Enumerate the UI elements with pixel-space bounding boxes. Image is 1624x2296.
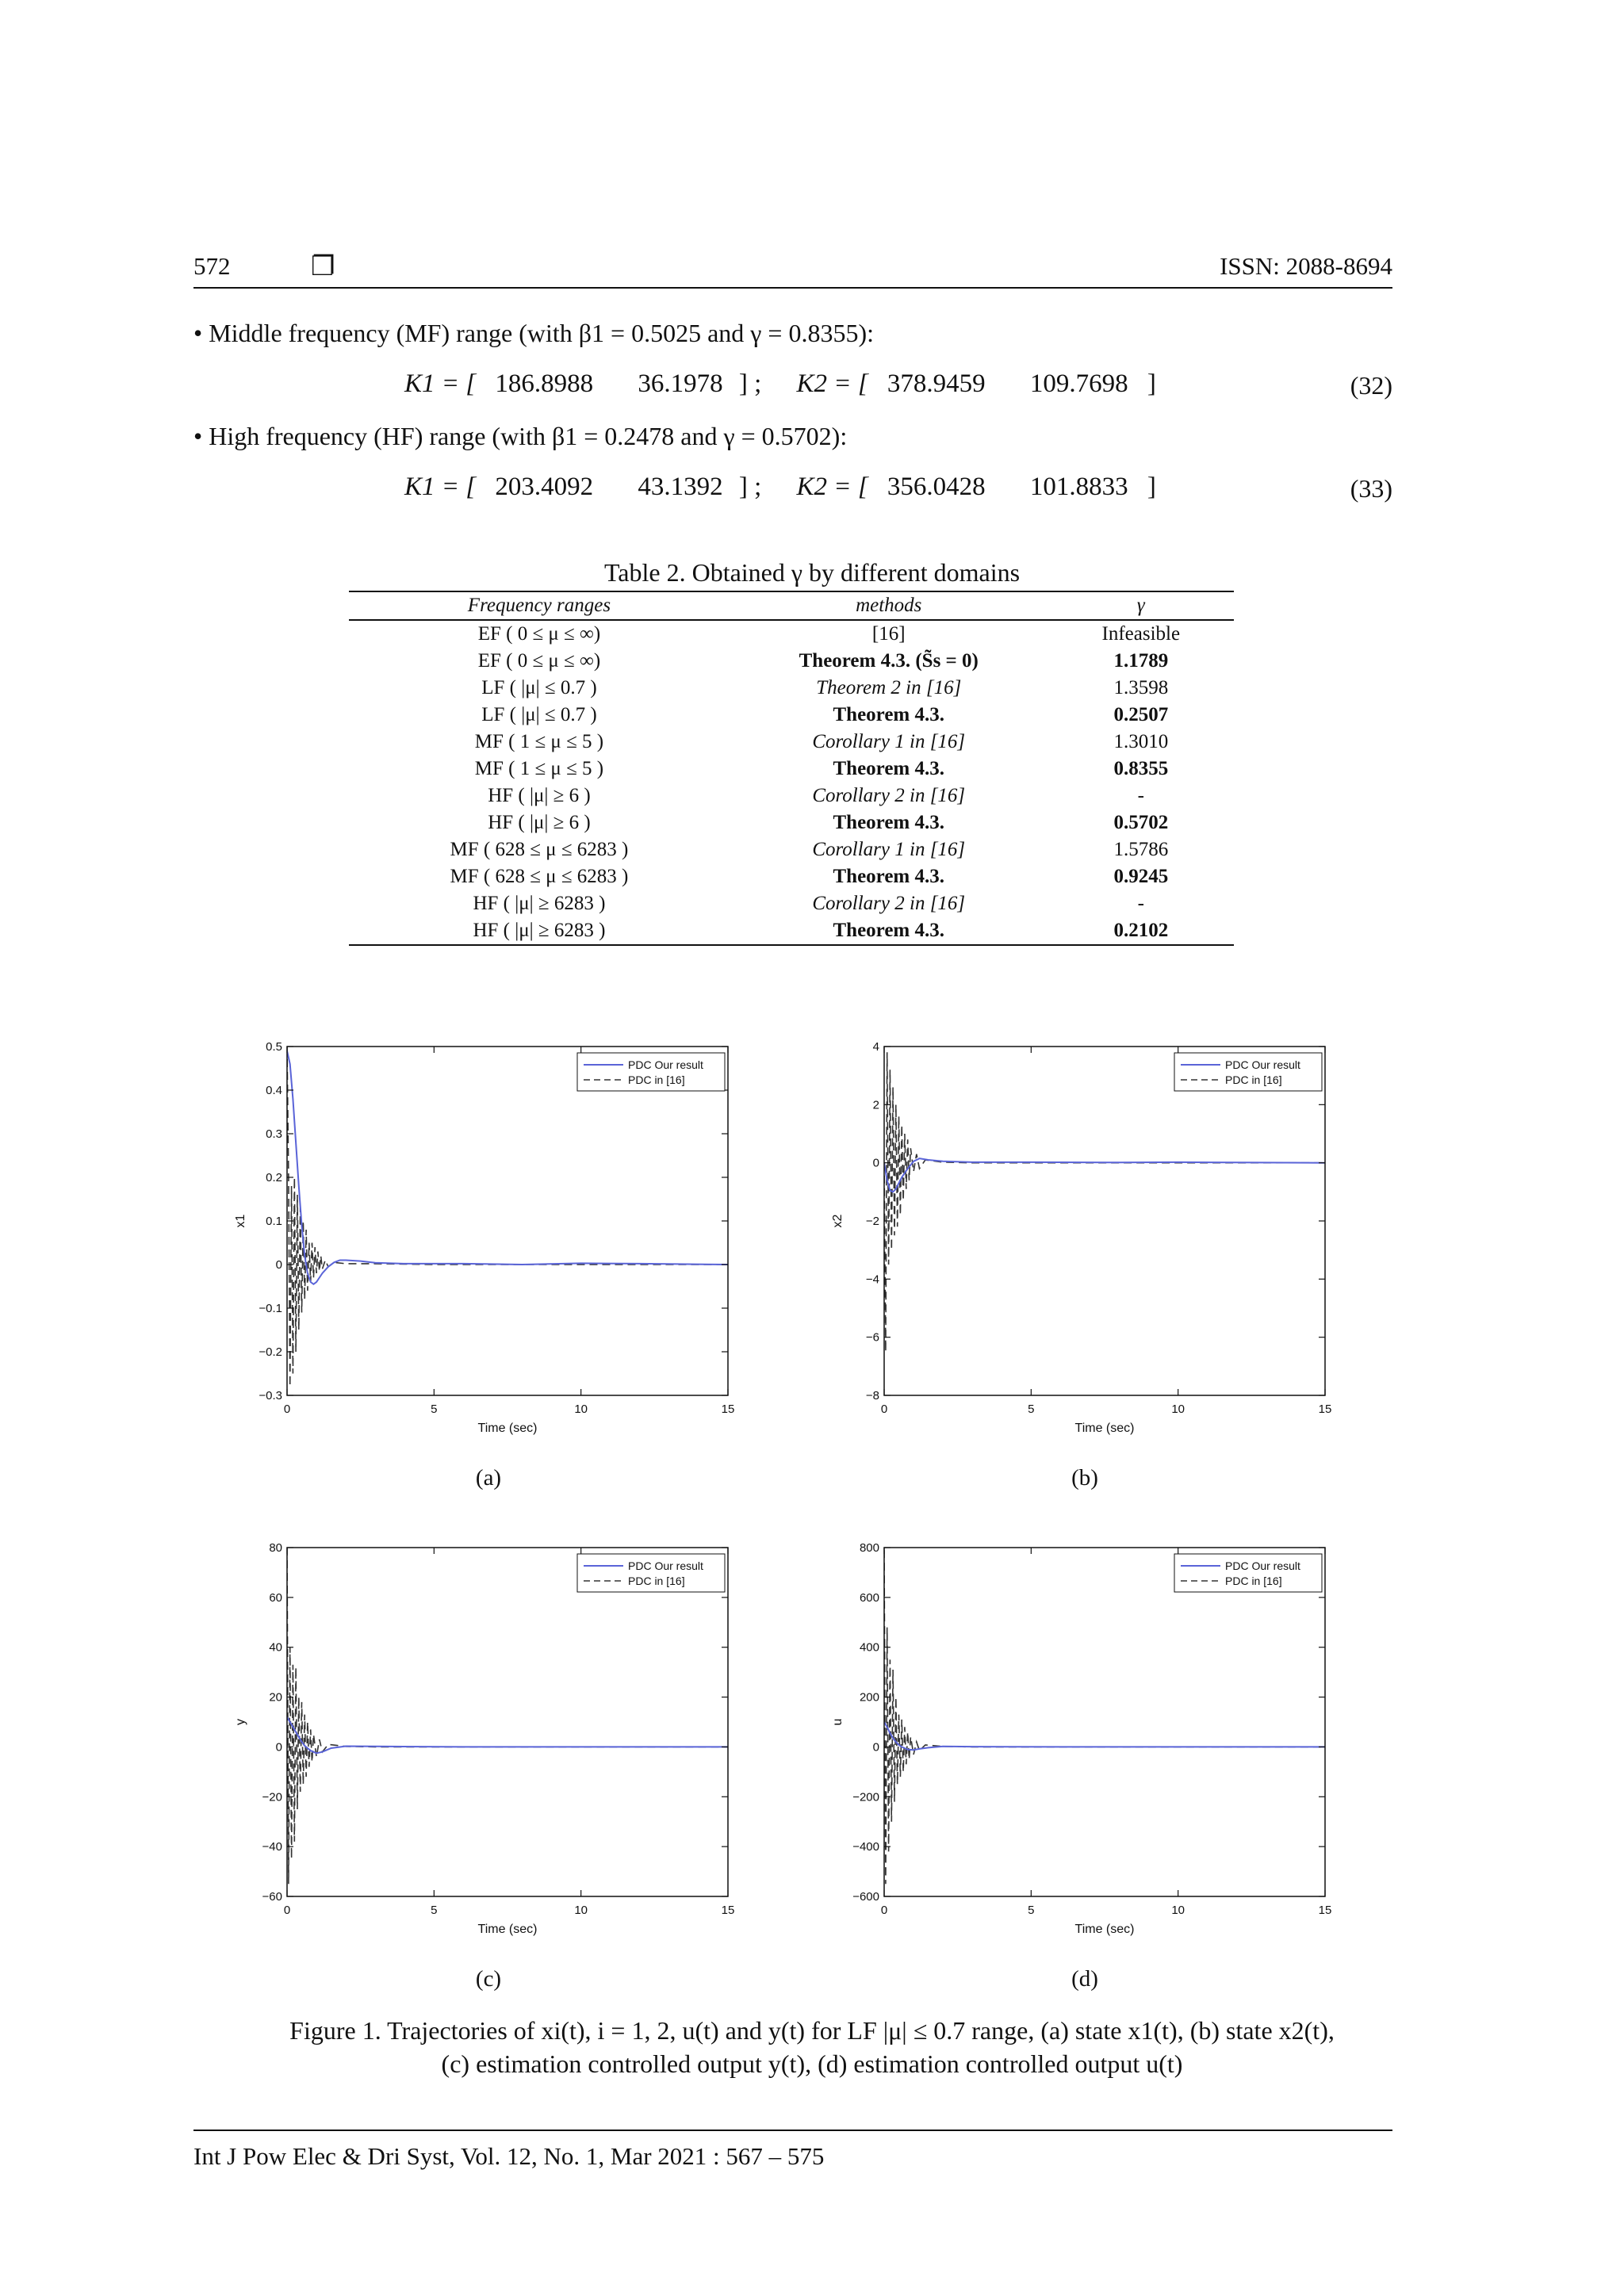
legend-label: PDC Our result [1225,1559,1300,1572]
cell-gamma: Infeasible [1101,623,1181,645]
cell-method: Corollary 2 in [16] [812,785,966,806]
equation-33-number: (33) [1350,474,1392,503]
eq33-k1-b: 43.1392 [638,473,723,501]
y-tick-label: 600 [859,1590,879,1605]
y-tick-label: −4 [865,1272,879,1287]
x-tick-label: 15 [1318,1402,1332,1416]
footer-citation: Int J Pow Elec & Dri Syst, Vol. 12, No. 1, Mar 2021 : 567 – 575 [193,2142,825,2170]
y-tick-label: −20 [262,1790,282,1804]
legend-label: PDC in [16] [628,1575,685,1587]
series-line-pdc-our-result [884,1158,1325,1192]
plot-frame [884,1548,1325,1896]
panel-label-a: (a) [475,1465,502,1490]
panel-label-c: (c) [475,1966,502,1992]
x-axis-label: Time (sec) [1074,1422,1135,1435]
y-tick-label: 400 [859,1640,879,1655]
x-tick-label: 10 [574,1904,588,1917]
cell-gamma: 1.1789 [1113,650,1169,672]
x-tick-label: 5 [431,1904,438,1917]
y-tick-label: 0 [275,1740,282,1755]
cell-gamma: 0.2507 [1113,704,1169,725]
series-line-pdc-in-16 [884,1550,1325,1884]
y-tick-label: 2 [872,1098,879,1112]
figure-caption-line-1: Figure 1. Trajectories of xi(t), i = 1, 2, u(t) and y(t) for LF |μ| ≤ 0.7 range, (a) state x1(t), (b) state x2(t), [289,2016,1335,2045]
table-row [349,890,1234,917]
x-tick-label: 10 [1171,1904,1185,1917]
y-tick-label: −200 [852,1790,879,1804]
eq32-k2-a: 378.9459 [887,369,986,398]
y-tick-label: −2 [865,1215,879,1228]
x-tick-label: 15 [721,1904,735,1917]
eq33-k2-b: 101.8833 [1029,473,1128,501]
x-tick-label: 10 [574,1402,588,1416]
table-row [349,675,1234,702]
x-axis-label: Time (sec) [477,1923,538,1936]
eq33-sep: ] ; [738,473,762,501]
cell-range: HF ( |μ| ≥ 6 ) [488,812,591,833]
x-tick-label: 0 [283,1904,291,1917]
y-tick-label: 0 [872,1740,879,1755]
table-row [349,756,1234,783]
cell-gamma: 1.5786 [1113,839,1169,860]
series-line-pdc-our-result [287,1717,728,1754]
equation-33 [404,473,1156,502]
cell-gamma: - [1137,893,1144,914]
cell-range: MF ( 1 ≤ μ ≤ 5 ) [474,731,604,752]
figure-caption-line-2: (c) estimation controlled output y(t), (d) estimation controlled output u(t) [441,2049,1183,2078]
chart-panel-d [827,1540,1350,1952]
equation-32-number: (32) [1350,371,1392,400]
y-axis-label: x2 [831,1214,845,1228]
y-tick-label: 800 [859,1541,879,1555]
page-number: 572 [193,252,231,280]
x-axis-label: Time (sec) [1074,1923,1135,1936]
table-row [349,863,1234,890]
y-tick-label: 0.1 [266,1215,282,1228]
eq32-k1-a: 186.8988 [495,369,594,398]
table-row [349,836,1234,863]
legend-label: PDC Our result [628,1058,703,1071]
y-tick-label: 20 [269,1690,282,1705]
legend-label: PDC Our result [628,1559,703,1572]
eq32-k1-b: 36.1978 [638,369,723,398]
y-tick-label: 0 [275,1258,282,1272]
legend-label: PDC Our result [1225,1058,1300,1071]
cell-range: MF ( 628 ≤ μ ≤ 6283 ) [450,839,629,860]
y-tick-label: 0.3 [266,1127,282,1141]
header-frequency-ranges: Frequency ranges [467,595,611,616]
eq33-k2-label: K2 = [ [796,473,868,501]
y-tick-label: −40 [262,1840,282,1854]
cell-range: HF ( |μ| ≥ 6 ) [488,785,591,806]
header-divider [193,287,1392,289]
legend-label: PDC in [16] [628,1073,685,1086]
y-axis-label: y [234,1719,247,1725]
cell-gamma: 0.2102 [1113,920,1169,941]
eq32-close: ] [1147,369,1156,398]
y-tick-label: 0.2 [266,1171,282,1184]
y-axis-label: x1 [234,1214,247,1228]
cell-method: Theorem 4.3. [833,920,944,941]
eq32-k1-label: K1 = [ [404,369,477,398]
eq33-close: ] [1147,473,1156,501]
cell-gamma: 0.8355 [1113,758,1169,779]
eq33-k2-a: 356.0428 [887,473,986,501]
cell-method: Corollary 2 in [16] [812,893,966,914]
y-tick-label: −400 [852,1840,879,1854]
table-row [349,917,1234,945]
x-tick-label: 0 [283,1402,291,1416]
y-tick-label: 80 [269,1541,282,1555]
gamma-table [349,591,1234,946]
x-tick-label: 0 [880,1402,888,1416]
chart-panel-c [230,1540,753,1952]
y-tick-label: −6 [865,1330,879,1345]
y-tick-label: 200 [859,1690,879,1705]
y-tick-label: 0.5 [266,1040,282,1054]
y-tick-label: 4 [872,1040,879,1054]
cell-method: Theorem 4.3. (S̃s = 0) [799,650,979,672]
x-tick-label: 0 [880,1904,888,1917]
table-row [349,620,1234,648]
series-line-pdc-in-16 [287,1548,728,1884]
series-line-pdc-in-16 [287,1047,728,1387]
table-row [349,729,1234,756]
y-tick-label: 0 [872,1156,879,1170]
table-row [349,809,1234,836]
table-row [349,702,1234,729]
plot-frame [884,1047,1325,1395]
panel-label-d: (d) [1071,1966,1098,1992]
cell-range: HF ( |μ| ≥ 6283 ) [473,920,606,941]
cell-gamma: - [1137,785,1144,806]
table-caption: Table 2. Obtained γ by different domains [603,558,1021,587]
y-tick-label: 40 [269,1640,282,1655]
cell-method: Theorem 2 in [16] [816,677,962,698]
x-tick-label: 5 [431,1402,438,1416]
table-header-row [349,591,1234,620]
cell-range: LF ( |μ| ≤ 0.7 ) [481,704,597,725]
eq33-k1-label: K1 = [ [404,473,477,501]
series-line-pdc-in-16 [884,1052,1325,1352]
legend-label: PDC in [16] [1225,1575,1282,1587]
plot-frame [287,1047,728,1395]
table-row [349,648,1234,675]
y-tick-label: −60 [262,1890,282,1904]
eq32-sep: ] ; [738,369,762,398]
chart-panel-b [827,1039,1350,1451]
cell-method: Theorem 4.3. [833,704,944,725]
cell-method: Corollary 1 in [16] [812,731,966,752]
x-tick-label: 10 [1171,1402,1185,1416]
header-gamma: γ [1136,595,1145,616]
eq32-k2-b: 109.7698 [1029,369,1128,398]
cell-range: MF ( 628 ≤ μ ≤ 6283 ) [450,866,629,887]
mf-range-bullet: • Middle frequency (MF) range (with β1 = 0.5025 and γ = 0.8355): [193,319,874,347]
cell-method: Theorem 4.3. [833,758,944,779]
y-tick-label: −8 [865,1389,879,1402]
cell-range: HF ( |μ| ≥ 6283 ) [473,893,606,914]
x-tick-label: 5 [1028,1904,1035,1917]
x-tick-label: 5 [1028,1402,1035,1416]
table-row [349,783,1234,809]
cell-gamma: 0.5702 [1113,812,1169,833]
cell-gamma: 1.3598 [1113,677,1169,698]
cell-method: Theorem 4.3. [833,866,944,887]
cell-range: MF ( 1 ≤ μ ≤ 5 ) [474,758,604,779]
cell-range: EF ( 0 ≤ μ ≤ ∞) [477,623,601,645]
y-tick-label: 0.4 [266,1084,282,1097]
y-tick-label: −600 [852,1890,879,1904]
y-axis-label: u [831,1718,845,1726]
equation-32 [404,369,1156,399]
plot-frame [287,1548,728,1896]
cell-range: LF ( |μ| ≤ 0.7 ) [481,677,597,698]
hf-range-bullet: • High frequency (HF) range (with β1 = 0.2478 and γ = 0.5702): [193,422,848,450]
y-tick-label: 60 [269,1590,282,1605]
chart-panel-a [230,1039,753,1451]
panel-label-b: (b) [1071,1465,1098,1490]
legend-label: PDC in [16] [1225,1073,1282,1086]
eq32-k2-label: K2 = [ [796,369,868,398]
y-tick-label: −0.2 [259,1345,282,1359]
figure-caption [190,2014,1434,2080]
cell-method: Corollary 1 in [16] [812,839,966,860]
cell-gamma: 1.3010 [1113,731,1169,752]
series-line-pdc-our-result [884,1722,1325,1750]
footer-divider [193,2130,1392,2131]
x-tick-label: 15 [1318,1904,1332,1917]
box-icon: ❐ [311,252,335,281]
x-tick-label: 15 [721,1402,735,1416]
eq33-k1-a: 203.4092 [495,473,594,501]
x-axis-label: Time (sec) [477,1422,538,1435]
y-tick-label: −0.1 [259,1302,282,1315]
cell-range: EF ( 0 ≤ μ ≤ ∞) [477,650,601,672]
cell-method: [16] [871,623,906,645]
y-tick-label: −0.3 [259,1389,282,1402]
cell-method: Theorem 4.3. [833,812,944,833]
issn-label: ISSN: 2088-8694 [1220,252,1392,280]
header-methods: methods [856,595,922,616]
cell-gamma: 0.9245 [1113,866,1169,887]
